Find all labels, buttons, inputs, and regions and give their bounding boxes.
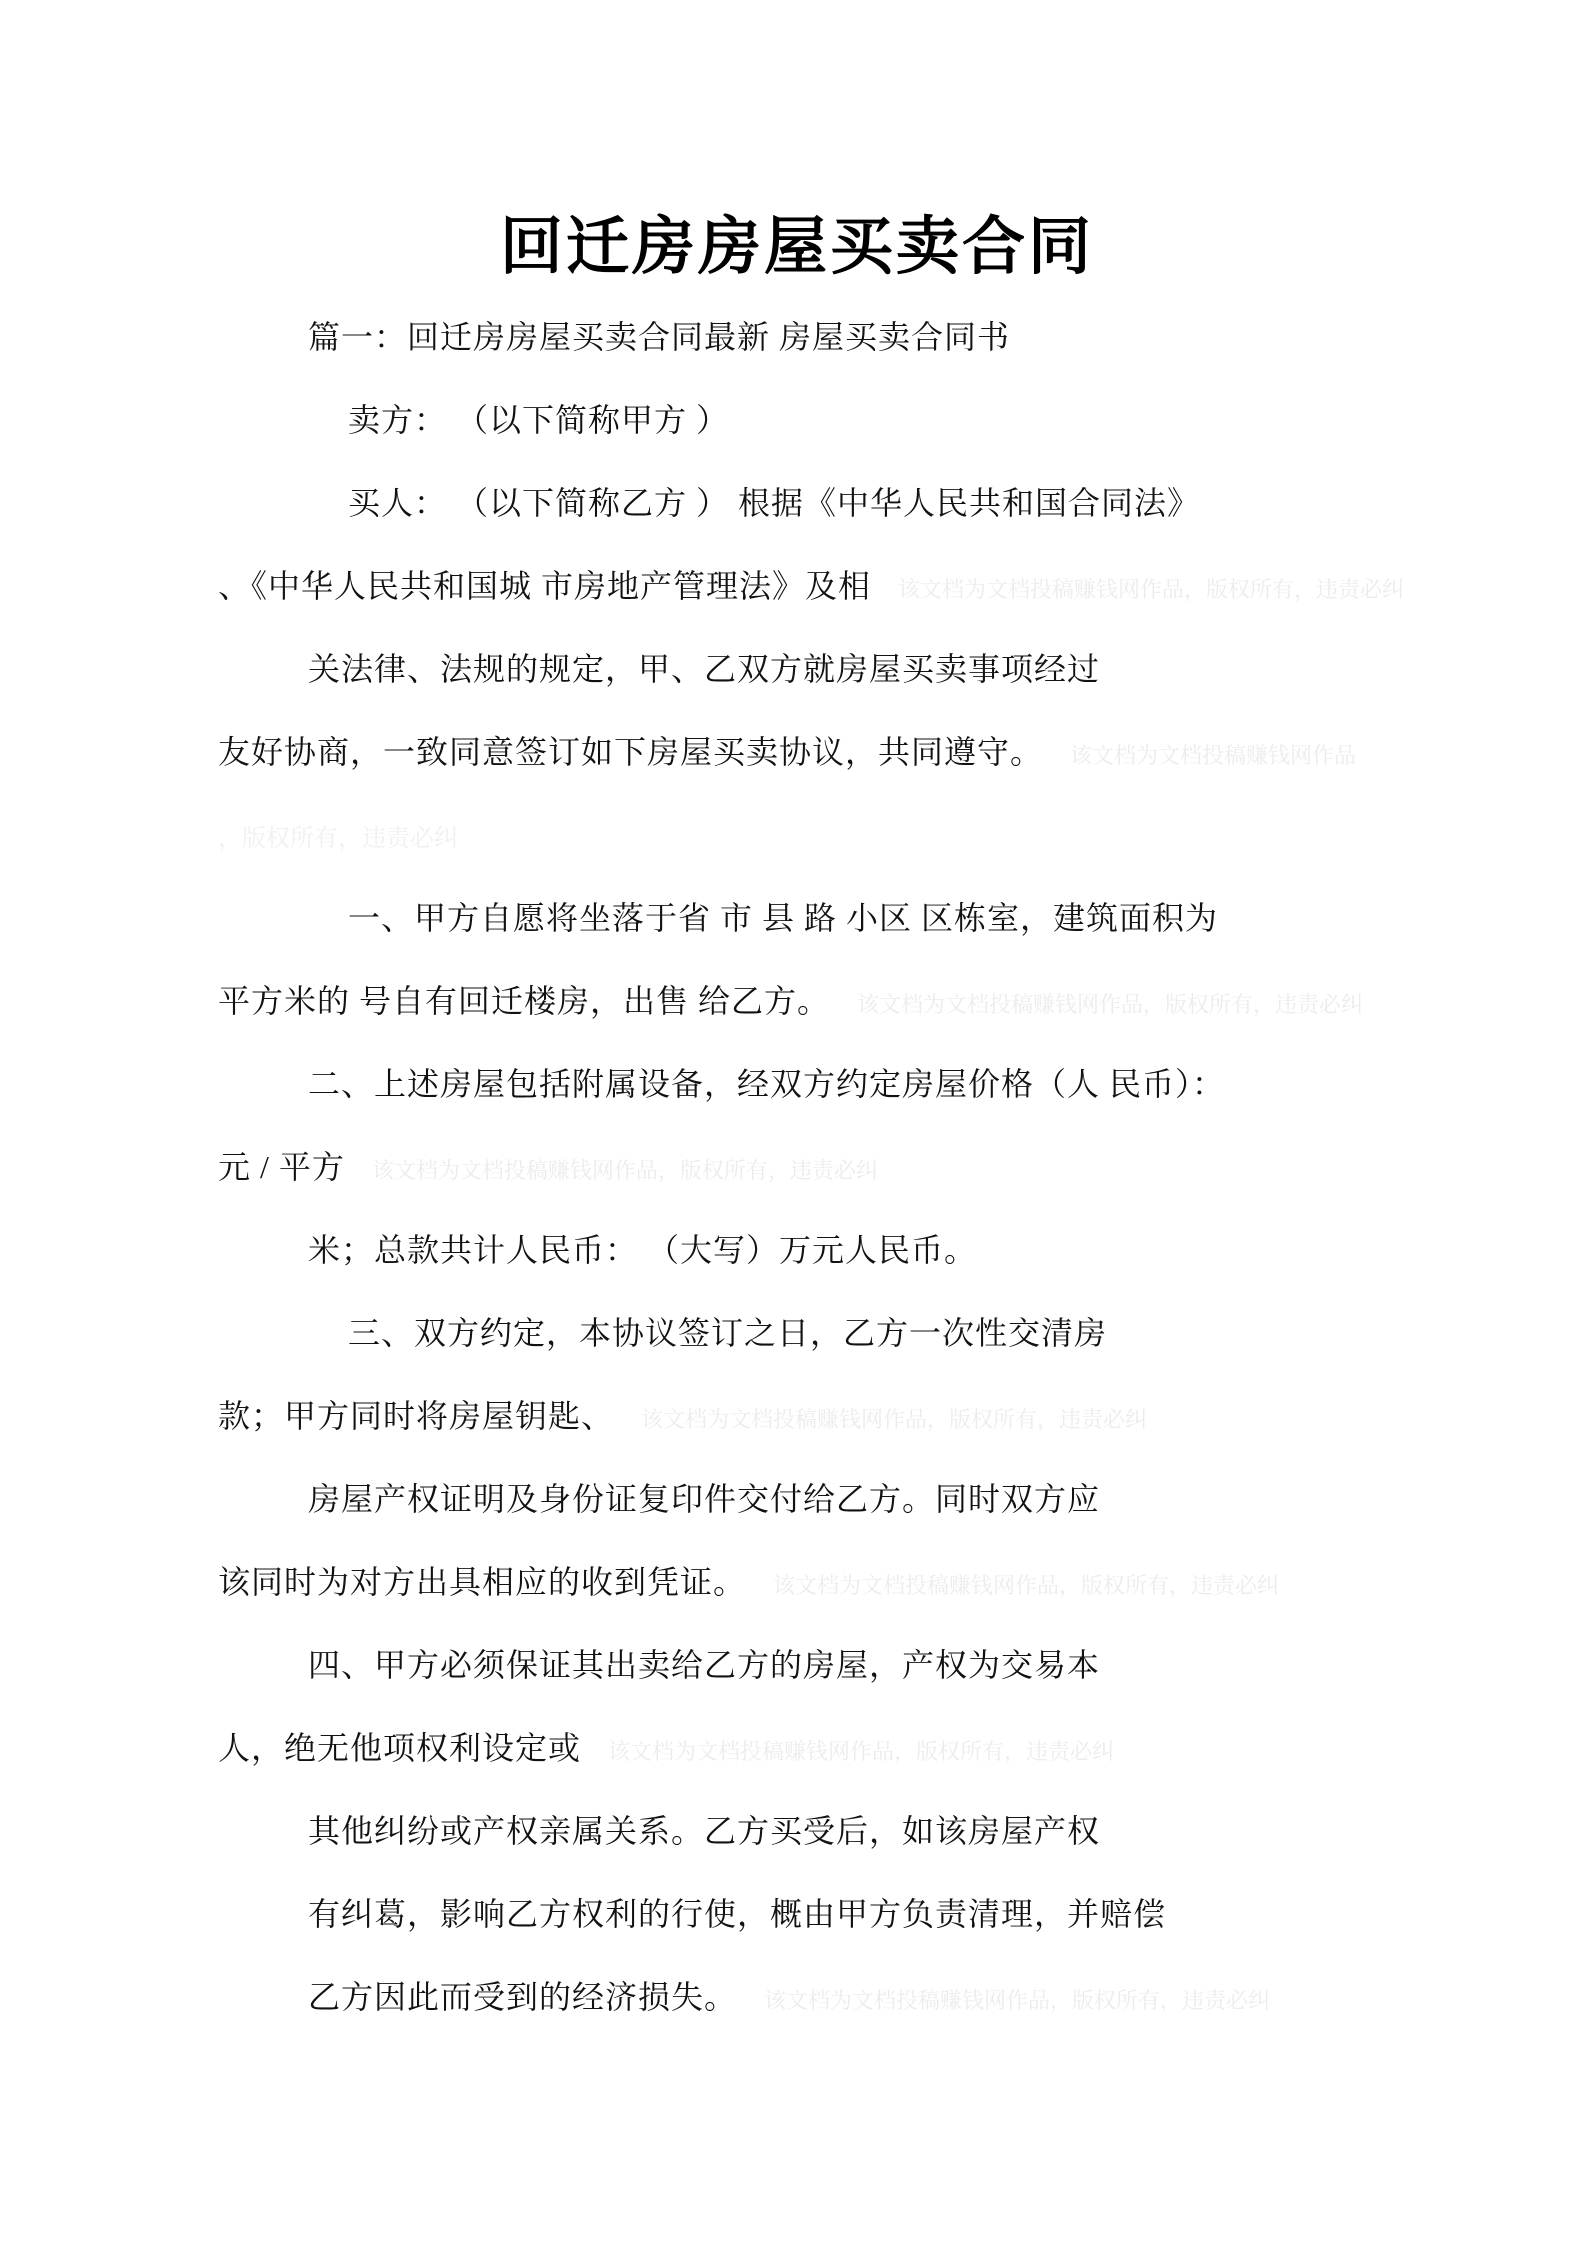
text-line: [308, 296, 1594, 379]
text-line: [308, 1624, 1594, 1707]
watermark-text: ，版权所有，违责必纠: [218, 826, 458, 852]
text-line: [348, 1292, 1594, 1375]
text-line: [218, 1375, 1594, 1458]
line-text: 平方米的 号自有回迁楼房，出售 给乙方。: [218, 983, 831, 1019]
text-line: [218, 711, 1594, 794]
text-line: [308, 1956, 1594, 2039]
line-text: 关法律、法规的规定，甲、乙双方就房屋买卖事项经过: [308, 651, 1101, 687]
document-body: [218, 296, 1594, 2039]
text-line: [218, 794, 1594, 877]
text-line: [218, 545, 1594, 628]
text-line: [308, 1873, 1594, 1956]
text-line: [348, 462, 1594, 545]
text-line: [308, 628, 1594, 711]
line-text: 、《中华人民共和国城 市房地产管理法》及相: [218, 568, 872, 604]
watermark-text: 该文档为文档投稿赚钱网作品，版权所有，违责必纠: [371, 1158, 878, 1183]
watermark-text: 该文档为文档投稿赚钱网作品: [1070, 743, 1357, 768]
line-text: 款；甲方同时将房屋钥匙、: [218, 1398, 615, 1434]
line-text: 三、双方约定，本协议签订之日，乙方一次性交清房: [348, 1315, 1108, 1351]
document-title: 回迁房房屋买卖合同: [500, 212, 1094, 282]
line-text: 篇一：回迁房房屋买卖合同最新 房屋买卖合同书: [308, 319, 1011, 355]
watermark-text: 该文档为文档投稿赚钱网作品，版权所有，违责必纠: [773, 1573, 1280, 1598]
line-text: 买人： （以下简称乙方 ） 根据《中华人民共和国合同法》: [348, 485, 1201, 521]
watermark-text: 该文档为文档投稿赚钱网作品，版权所有，违责必纠: [857, 992, 1364, 1017]
text-line: [218, 960, 1594, 1043]
line-text: 房屋产权证明及身份证复印件交付给乙方。同时双方应: [308, 1481, 1101, 1517]
text-line: [348, 877, 1594, 960]
line-text: 四、甲方必须保证其出卖给乙方的房屋，产权为交易本: [308, 1647, 1101, 1683]
watermark-text: 该文档为文档投稿赚钱网作品，版权所有，违责必纠: [608, 1739, 1115, 1764]
line-text: 卖方： （以下简称甲方 ）: [348, 402, 730, 438]
text-line: [218, 1541, 1594, 1624]
line-text: 友好协商，一致同意签订如下房屋买卖协议，共同遵守。: [218, 734, 1044, 770]
line-text: 元 / 平方: [218, 1149, 345, 1185]
text-line: [308, 1458, 1594, 1541]
line-text: 二、上述房屋包括附属设备，经双方约定房屋价格（人 民币）：: [308, 1066, 1226, 1102]
watermark-text: 该文档为文档投稿赚钱网作品，版权所有，违责必纠: [764, 1988, 1271, 2013]
line-text: 人，绝无他项权利设定或: [218, 1730, 582, 1766]
text-line: [218, 1126, 1594, 1209]
line-text: 有纠葛，影响乙方权利的行使，概由甲方负责清理，并赔偿: [308, 1896, 1167, 1932]
text-line: [308, 1790, 1594, 1873]
text-line: [308, 1043, 1594, 1126]
text-line: [348, 379, 1594, 462]
text-line: [218, 1707, 1594, 1790]
line-text: 米；总款共计人民币： （大写）万元人民币。: [308, 1232, 978, 1268]
line-text: 该同时为对方出具相应的收到凭证。: [218, 1564, 747, 1600]
text-line: [308, 1209, 1594, 1292]
line-text: 一、甲方自愿将坐落于省 市 县 路 小区 区栋室，建筑面积为: [348, 900, 1219, 936]
line-text: 其他纠纷或产权亲属关系。乙方买受后，如该房屋产权: [308, 1813, 1101, 1849]
watermark-text: 该文档为文档投稿赚钱网作品，版权所有，违责必纠: [641, 1407, 1148, 1432]
watermark-text: 该文档为文档投稿赚钱网作品，版权所有，违责必纠: [898, 577, 1405, 602]
line-text: 乙方因此而受到的经济损失。: [308, 1979, 738, 2015]
